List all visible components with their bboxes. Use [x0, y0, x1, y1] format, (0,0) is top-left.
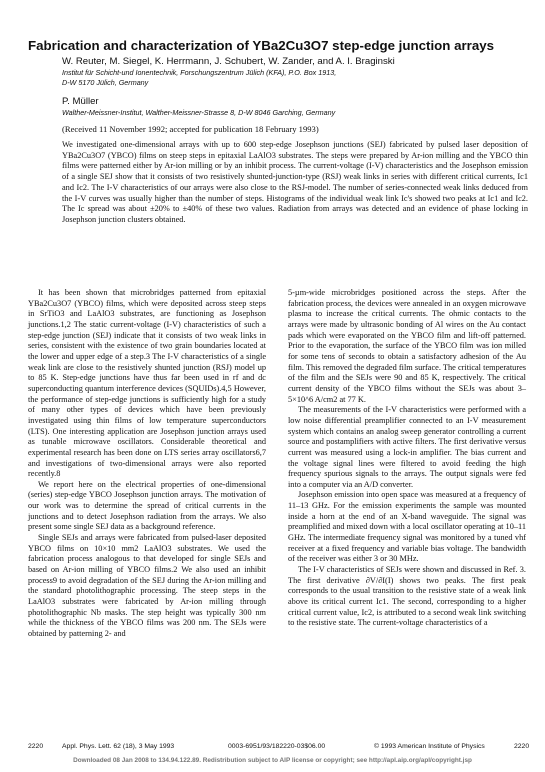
- article-title: Fabrication and characterization of YBa2Cu3O7 step-edge junction arrays: [28, 38, 495, 53]
- author-list: W. Reuter, M. Siegel, K. Herrmann, J. Schubert, W. Zander, and A. I. Braginski: [62, 56, 395, 67]
- affiliation-1-line-1: Institut für Schicht-und Ionentechnik, Forschungszentrum Jülich (KFA), P.O. Box 1913,: [62, 68, 337, 77]
- issn: 0003-6951/93/182220-03$06.00: [228, 743, 326, 750]
- paragraph: 5-µm-wide microbridges positioned across the steps. After the fabrication process, the devices were annealed in an oxygen microwave plasma to increase the critical currents. The ohmic contacts to the arrays were made by ultrasonic bonding of Al wires on the Au contact pads which were evaporated on the YBCO film and lift-off patterned. Prior to the evaporation, the surface of the YBCO film was ion milled for some tens of seconds to obtain a satisfactory adhesion of the Au film. This removed the degraded film surface. The critical temperatures of the film and the SEJs were 90 and 85 K, respectively. The critical current density of the YBCO films without the SEJs was about 3–5×10^6 A/cm2 at 77 K.: [288, 288, 526, 404]
- paragraph: We report here on the electrical properties of one-dimensional (series) step-edge YBCO Josephson junction arrays. The motivation of our work was to determine the spread of critical currents in the junctions and to detect Josephson radiation from the arrays. We also present some single SEJ data as a background reference.: [28, 479, 266, 532]
- paragraph: The I-V characteristics of SEJs were shown and discussed in Ref. 3. The first derivative ∂V/∂I(I) shows two peaks. The first peak corresponds to the usual transition to the resistive state of a weak link above its critical current Ic1. The second, corresponding to a higher critical current value, Ic2, is attributed to a second weak link switching to the resistive state. The current-voltage characteristics of a: [288, 565, 526, 628]
- paragraph: It has been shown that microbridges patterned from epitaxial YBa2Cu3O7 (YBCO) films, which were deposited across steep steps in SrTiO3 and LaAlO3 substrates, are functioning as Josephson junctions.1,2 The static current-voltage (I-V) characteristics of such a step-edge junction (SEJ) indicate that it consists of two weak links in series, consistent with the existence of two grain boundaries located at the lower and upper edge of a step.3 The I-V characteristics of a single weak link are close to the resistively shunted junction (RSJ) model up to 85 K. Step-edge junctions have thus far been used in rf and dc superconducting quantum interference devices (SQUIDs).4,5 However, the performance of step-edge junctions is sufficiently high for a study of many other types of devices which have been previously investigated using thin films of low temperature superconductors (LTS). One interesting application are Josephson junction arrays used as tunable microwave oscillators. Considerable theoretical and experimental research has been done on LTS series array oscillators6,7 and investigations of two-dimensional arrays were also reported recently.8: [28, 288, 266, 479]
- page-number-right: 2220: [514, 743, 530, 750]
- paragraph: The measurements of the I-V characteristics were performed with a low noise differential preamplifier connected to an I-V measurement system which contains an analog sweep generator controlling a current source and postamplifiers with active filters. The first derivative versus current was measured using a lock-in amplifier. The bias current and the voltage signal lines were filtered to avoid feeding the high frequency spurious signals to the arrays. The output signals were fed into a computer via an A/D converter.: [288, 405, 526, 489]
- affiliation-1-line-2: D-W 5170 Jülich, Germany: [62, 78, 149, 87]
- copyright: © 1993 American Institute of Physics: [374, 743, 485, 750]
- body-column-left: [28, 288, 266, 640]
- download-notice: Downloaded 08 Jan 2008 to 134.94.122.89. Redistribution subject to AIP license or copyright; see http://apl.aip.org/apl/copyright.jsp: [73, 757, 472, 764]
- body-column-right: [288, 288, 526, 629]
- author-2: P. Müller: [62, 96, 99, 107]
- affiliation-2: Walther-Meissner-Institut, Walther-Meissner-Strasse 8, D-W 8046 Garching, Germany: [62, 108, 336, 117]
- journal-citation: Appl. Phys. Lett. 62 (18), 3 May 1993: [62, 743, 175, 750]
- page-number-left: 2220: [28, 743, 44, 750]
- paragraph: Josephson emission into open space was measured at a frequency of 11–13 GHz. For the emission experiments the sample was mounted inside a horn at the end of an X-band waveguide. The signal was preamplified and mixed down with a local oscillator operating at 10–11 GHz. The intermediate frequency signal was monitored by a tuned vhf receiver at a fixed frequency and variable bias voltage. The bandwidth of the receiver was either 3 or 30 MHz.: [288, 490, 526, 564]
- paragraph: Single SEJs and arrays were fabricated from pulsed-laser deposited YBCO films on 10×10 mm2 LaAlO3 substrates. We used the fabrication process analogous to that developed for single SEJs and based on Ar-ion milling of YBCO films.2 We also used an inhibit process9 to avoid degradation of the SEJ during the Ar-ion milling and the standard photolithographic processing. The steep steps in the LaAlO3 substrates were fabricated by Ar-ion milling through photolithographic Nb masks. The step height was typically 300 nm while the thickness of the YBCO films was 200 nm. The SEJs were obtained by patterning 2- and: [28, 533, 266, 638]
- abstract: We investigated one-dimensional arrays with up to 600 step-edge Josephson junctions (SEJ) fabricated by pulsed laser deposition of YBa2Cu3O7 (YBCO) films on steep steps in epitaxial LaAlO3 substrates. The steps were prepared by Ar-ion milling and the YBCO thin films were patterned either by Ar-ion milling or by an inhibit process. The current-voltage (I-V) characteristics and the Josephson emission of a single SEJ show that it consists of two resistively shunted-junction-type (RSJ) weak links in series with different critical currents, Ic1 and Ic2. The I-V characteristics of our arrays were also close to the RSJ-model. The number of series-connected weak links deduced from the I-V curves was usually higher than the number of steps. Histograms of the individual weak link Ic's showed two peaks at Ic1 and Ic2. The Ic spread was about ±20% to ±40% of these two values. Radiation from arrays was detected and an evidence of phase locking in Josephson junction clusters obtained.: [62, 140, 528, 224]
- received-dates: (Received 11 November 1992; accepted for publication 18 February 1993): [62, 124, 319, 134]
